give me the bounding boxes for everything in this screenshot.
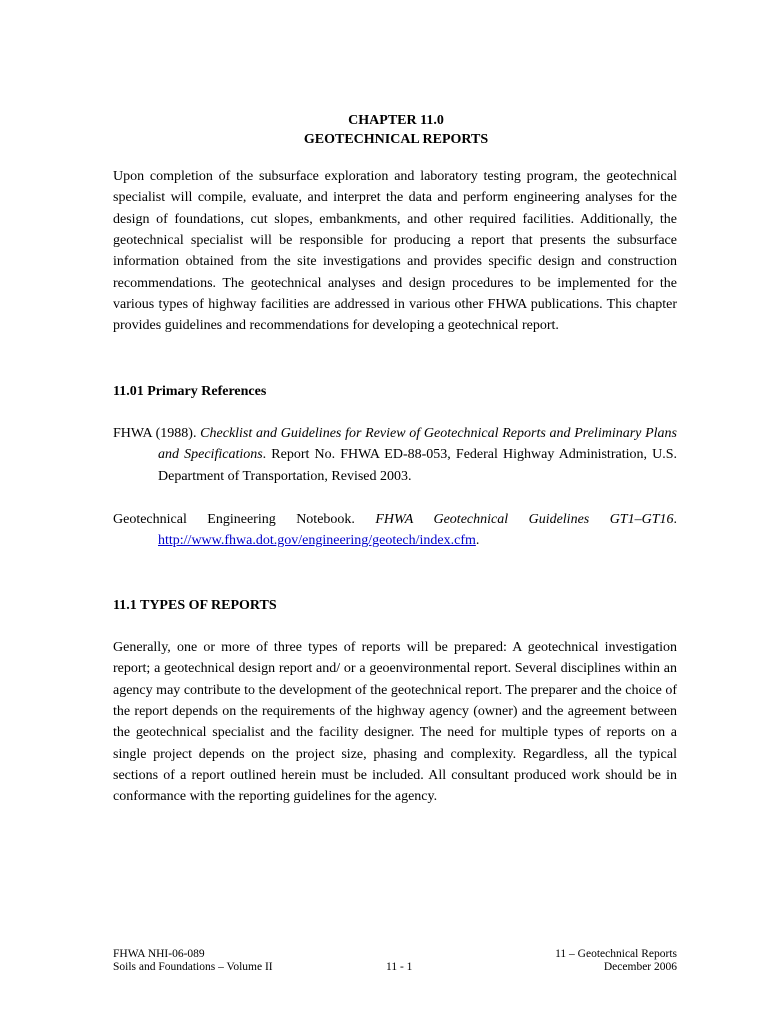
reference-fhwa-1988 bbox=[113, 423, 677, 487]
chapter-title: GEOTECHNICAL REPORTS bbox=[303, 132, 489, 147]
types-of-reports-heading: 11.1 TYPES OF REPORTS bbox=[113, 598, 277, 613]
footer-volume: Soils and Foundations – Volume II bbox=[113, 961, 273, 973]
types-of-reports-paragraph: Generally, one or more of three types of reports will be prepared: A geotechnical investigation report; a geotechnical design report and/ or a geoenvironmental report. Several disciplines within an agency may contribute to the development of the geotechnical report. The preparer and the choice of the report depends on the requirements of the highway agency (owner) and the agreement between the geotechnical specialist and the facility designer. The need for multiple types of reports on a single project depends on the project size, phasing and complexity. Regardless, all the typical sections of a report outlined herein must be included. All consultant produced work should be in conformance with the reporting guidelines for the agency. bbox=[113, 640, 677, 805]
ref1-title: Checklist and Guidelines for Review of Geotechnical Reports and Preliminary Plans and Specifications bbox=[158, 426, 677, 463]
ref2-title: FHWA Geotechnical Guidelines GT1–GT16 bbox=[375, 512, 674, 527]
fhwa-geotech-link[interactable]: http://www.fhwa.dot.gov/engineering/geotech/index.cfm bbox=[158, 533, 476, 549]
footer-page-number: 11 - 1 bbox=[386, 961, 413, 973]
ref2-mid: . bbox=[673, 512, 677, 527]
footer-chapter-label: 11 – Geotechnical Reports bbox=[555, 948, 677, 960]
ref1-lead: FHWA (1988). bbox=[113, 426, 201, 441]
primary-references-heading: 11.01 Primary References bbox=[113, 384, 267, 399]
chapter-header bbox=[0, 111, 768, 149]
footer-date: December 2006 bbox=[603, 961, 677, 973]
ref2-tail: . bbox=[475, 533, 480, 549]
page-footer bbox=[113, 948, 677, 974]
ref1-tail: . Report No. FHWA ED-88-053, Federal Highway Administration, U.S. Department of Transportation, Revised 2003. bbox=[158, 447, 677, 484]
reference-geotech-notebook bbox=[113, 509, 677, 552]
footer-doc-id: FHWA NHI-06-089 bbox=[113, 948, 205, 960]
ref2-lead: Geotechnical Engineering Notebook. bbox=[113, 512, 376, 527]
intro-paragraph: Upon completion of the subsurface exploration and laboratory testing program, the geotechnical specialist will compile, evaluate, and interpret the data and perform engineering analyses for the design of foundations, cut slopes, embankments, and other required facilities. Additionally, the geotechnical specialist will be responsible for producing a report that presents the subsurface information obtained from the site investigations and provides specific design and construction recommendations. The geotechnical analyses and design procedures to be implemented for the various types of highway facilities are addressed in various other FHWA publications. This chapter provides guidelines and recommendations for developing a geotechnical report. bbox=[113, 169, 677, 334]
chapter-number: CHAPTER 11.0 bbox=[348, 113, 444, 128]
